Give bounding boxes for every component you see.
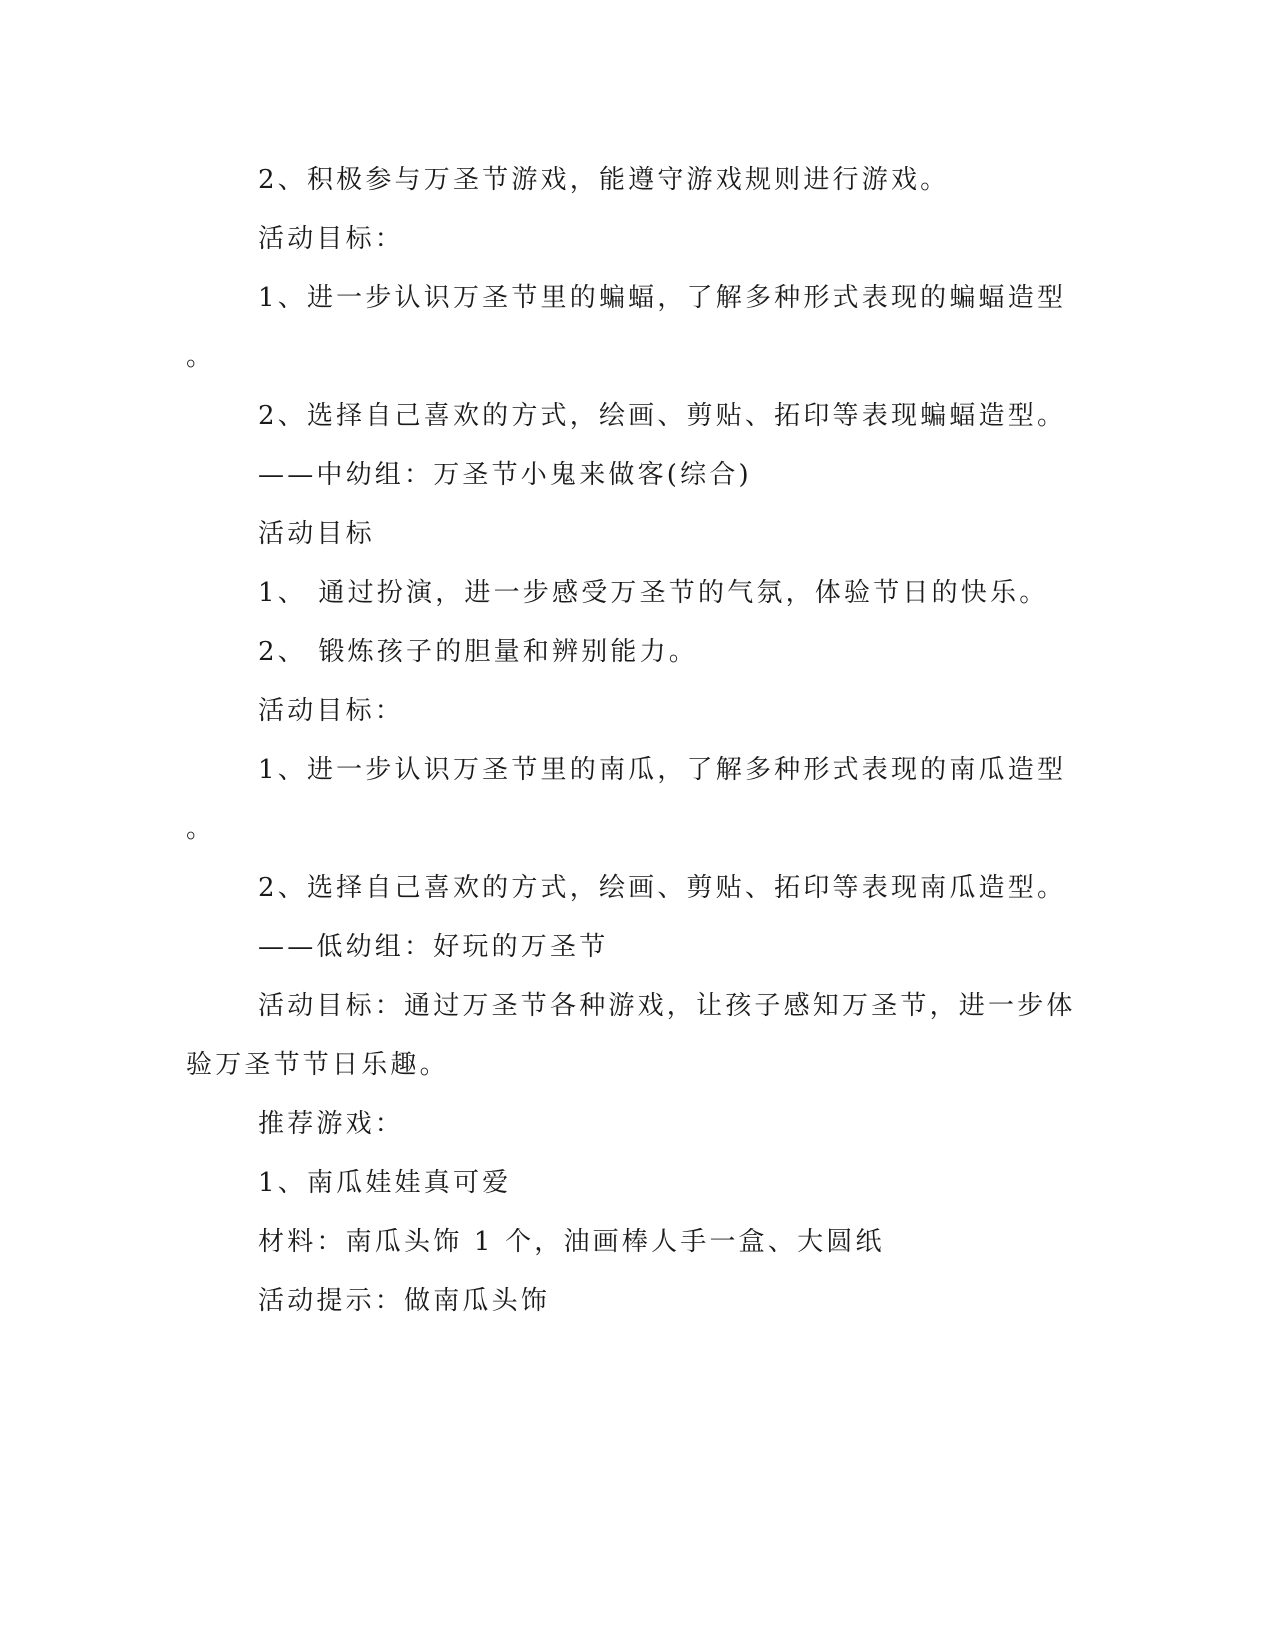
group-heading: ——中幼组：万圣节小鬼来做客(综合) — [258, 460, 752, 490]
text-line-continuation: 。 — [186, 814, 216, 844]
text-line: 1、进一步认识万圣节里的蝙蝠，了解多种形式表现的蝙蝠造型 — [258, 283, 1067, 313]
group-heading: ——低幼组：好玩的万圣节 — [258, 932, 609, 962]
text-line: 1、南瓜娃娃真可爱 — [258, 1168, 512, 1198]
text-line-continuation: 。 — [186, 342, 216, 372]
section-heading: 活动目标： — [258, 224, 405, 254]
text-line: 1、 通过扮演，进一步感受万圣节的气氛，体验节日的快乐。 — [258, 578, 1049, 608]
text-line: 活动目标：通过万圣节各种游戏，让孩子感知万圣节，进一步体 — [258, 991, 1076, 1021]
section-heading: 活动目标： — [258, 696, 405, 726]
text-line: 2、 锻炼孩子的胆量和辨别能力。 — [258, 637, 699, 667]
text-line: 2、选择自己喜欢的方式，绘画、剪贴、拓印等表现南瓜造型。 — [258, 873, 1067, 903]
text-line: 材料：南瓜头饰 1 个，油画棒人手一盒、大圆纸 — [258, 1227, 885, 1257]
section-heading: 推荐游戏： — [258, 1109, 405, 1139]
section-heading: 活动目标 — [258, 519, 375, 549]
text-line: 2、积极参与万圣节游戏，能遵守游戏规则进行游戏。 — [258, 165, 950, 195]
text-line: 2、选择自己喜欢的方式，绘画、剪贴、拓印等表现蝙蝠造型。 — [258, 401, 1067, 431]
text-line: 活动提示：做南瓜头饰 — [258, 1286, 551, 1316]
text-line: 1、进一步认识万圣节里的南瓜，了解多种形式表现的南瓜造型 — [258, 755, 1067, 785]
text-line-continuation: 验万圣节节日乐趣。 — [186, 1050, 449, 1080]
